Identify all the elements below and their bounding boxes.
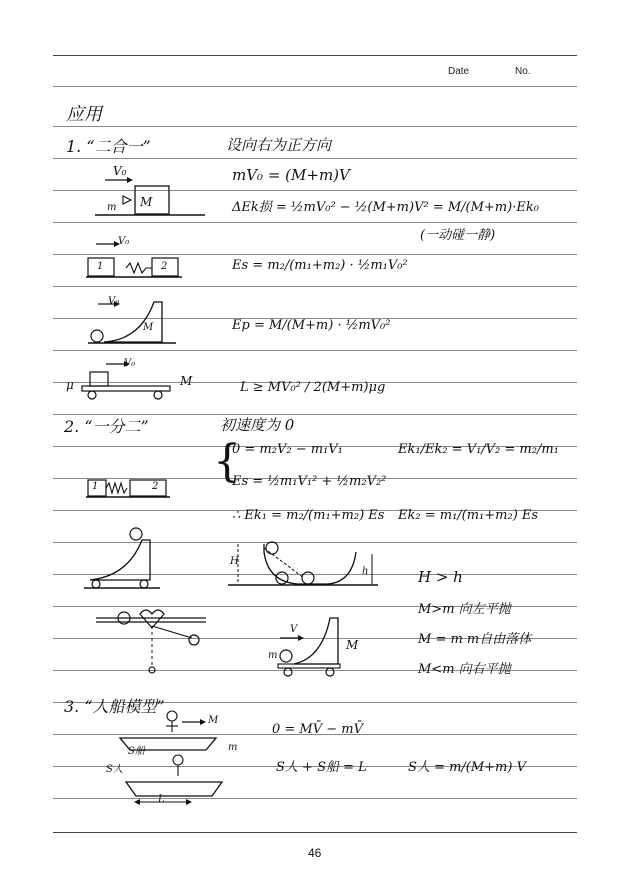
- s2-case-2: M = m m自由落体: [418, 632, 532, 647]
- s2-eq-momentum: 0 = m₂V₂ − m₁V₁: [232, 442, 343, 457]
- s2-case-1: M>m 向左平抛: [418, 602, 511, 617]
- fig1c-M-label: M: [143, 322, 154, 333]
- s3-eq-s: S人 = m/(M+m) V: [408, 760, 526, 775]
- section-3-heading: 3. “人船模型”: [64, 697, 165, 716]
- fig-pendulum-rail: [96, 604, 206, 676]
- s2-eq-ratio: Ek₁/Ek₂ = V₁/V₂ = m₂/m₁: [398, 442, 559, 457]
- ruled-line: [53, 158, 577, 159]
- fig-ball-cart-ramp: [270, 612, 350, 678]
- s1-eq-ep: Ep = M/(M+m) · ½mV₀²: [232, 318, 391, 333]
- equation-brace: {: [213, 436, 241, 487]
- no-label: No.: [515, 66, 531, 77]
- fig1d-v0-label: V₀: [124, 358, 136, 369]
- fig-cart-curved-track: [84, 524, 160, 590]
- section-2-condition: 初速度为 0: [220, 416, 295, 434]
- fig3-L-label: L: [158, 794, 165, 805]
- fig2e-v-label: V: [290, 624, 298, 635]
- fig-ball-ramp: [88, 290, 178, 346]
- s3-eq-sum: S人 + S船 = L: [276, 760, 367, 775]
- section-2-heading: 2. “一分二”: [64, 417, 149, 436]
- s2-case-3: M<m 向右平抛: [418, 662, 511, 677]
- fig1b-block1: 1: [97, 261, 104, 272]
- fig2c-h-label: h: [362, 566, 369, 577]
- fig2e-m-label: m: [268, 650, 278, 661]
- page-number: 46: [308, 846, 322, 860]
- fig3-m-label: m: [228, 742, 238, 753]
- fig3-M-label: M: [208, 715, 219, 726]
- fig2e-M-label: M: [346, 638, 359, 652]
- s2-eq-h: H > h: [418, 568, 463, 586]
- fig2c-H-label: H: [230, 556, 239, 567]
- fig1b-v0-label: V₀: [118, 236, 130, 247]
- header-rule: [53, 86, 577, 87]
- fig1a-M-label: M: [140, 195, 153, 209]
- s1-note: (一动碰一静): [420, 228, 496, 243]
- bottom-rule: [53, 832, 577, 833]
- s3-eq-momentum: 0 = MV̄ − mV̄: [272, 722, 363, 737]
- fig1d-mu-label: μ: [66, 378, 74, 392]
- s1-eq-delta-ek: ΔEk损 = ½mV₀² − ½(M+m)V² = M/(M+m)·Ek₀: [232, 200, 539, 215]
- fig1c-v0-label: V₀: [108, 296, 120, 307]
- fig1a-m-label: m: [107, 202, 117, 213]
- ruled-line: [53, 126, 577, 127]
- ruled-line: [53, 286, 577, 287]
- ruled-line: [53, 350, 577, 351]
- ruled-line: [53, 222, 577, 223]
- s2-eq-ek2: Ek₂ = m₁/(m₁+m₂) Es: [398, 508, 539, 523]
- page-title: 应用: [66, 104, 102, 125]
- s1-eq-es: Es = m₂/(m₁+m₂) · ½m₁V₀²: [232, 258, 408, 273]
- fig1b-block2: 2: [161, 261, 168, 272]
- s2-eq-ek1: ∴ Ek₁ = m₂/(m₁+m₂) Es: [232, 508, 385, 523]
- s1-eq-momentum: mV₀ = (M+m)V: [232, 166, 350, 184]
- fig2a-block1: 1: [92, 481, 99, 492]
- s1-eq-L: L ≥ MV₀² / 2(M+m)μg: [240, 380, 386, 395]
- fig-track-heights: [228, 538, 378, 588]
- s2-eq-es: Es = ½m₁V₁² + ½m₂V₂²: [232, 474, 387, 489]
- fig3-s-ship-label: S船: [128, 746, 145, 757]
- top-rule: [53, 55, 577, 56]
- fig2a-block2: 2: [152, 481, 159, 492]
- fig1d-M-label: M: [180, 374, 193, 388]
- section-1-condition: 设向右为正方向: [226, 136, 332, 154]
- date-label: Date: [448, 66, 470, 77]
- section-1-heading: 1. “二合一”: [66, 137, 151, 156]
- fig3-s-person-label: S人: [106, 764, 123, 775]
- fig1a-v0-label: V₀: [113, 164, 127, 178]
